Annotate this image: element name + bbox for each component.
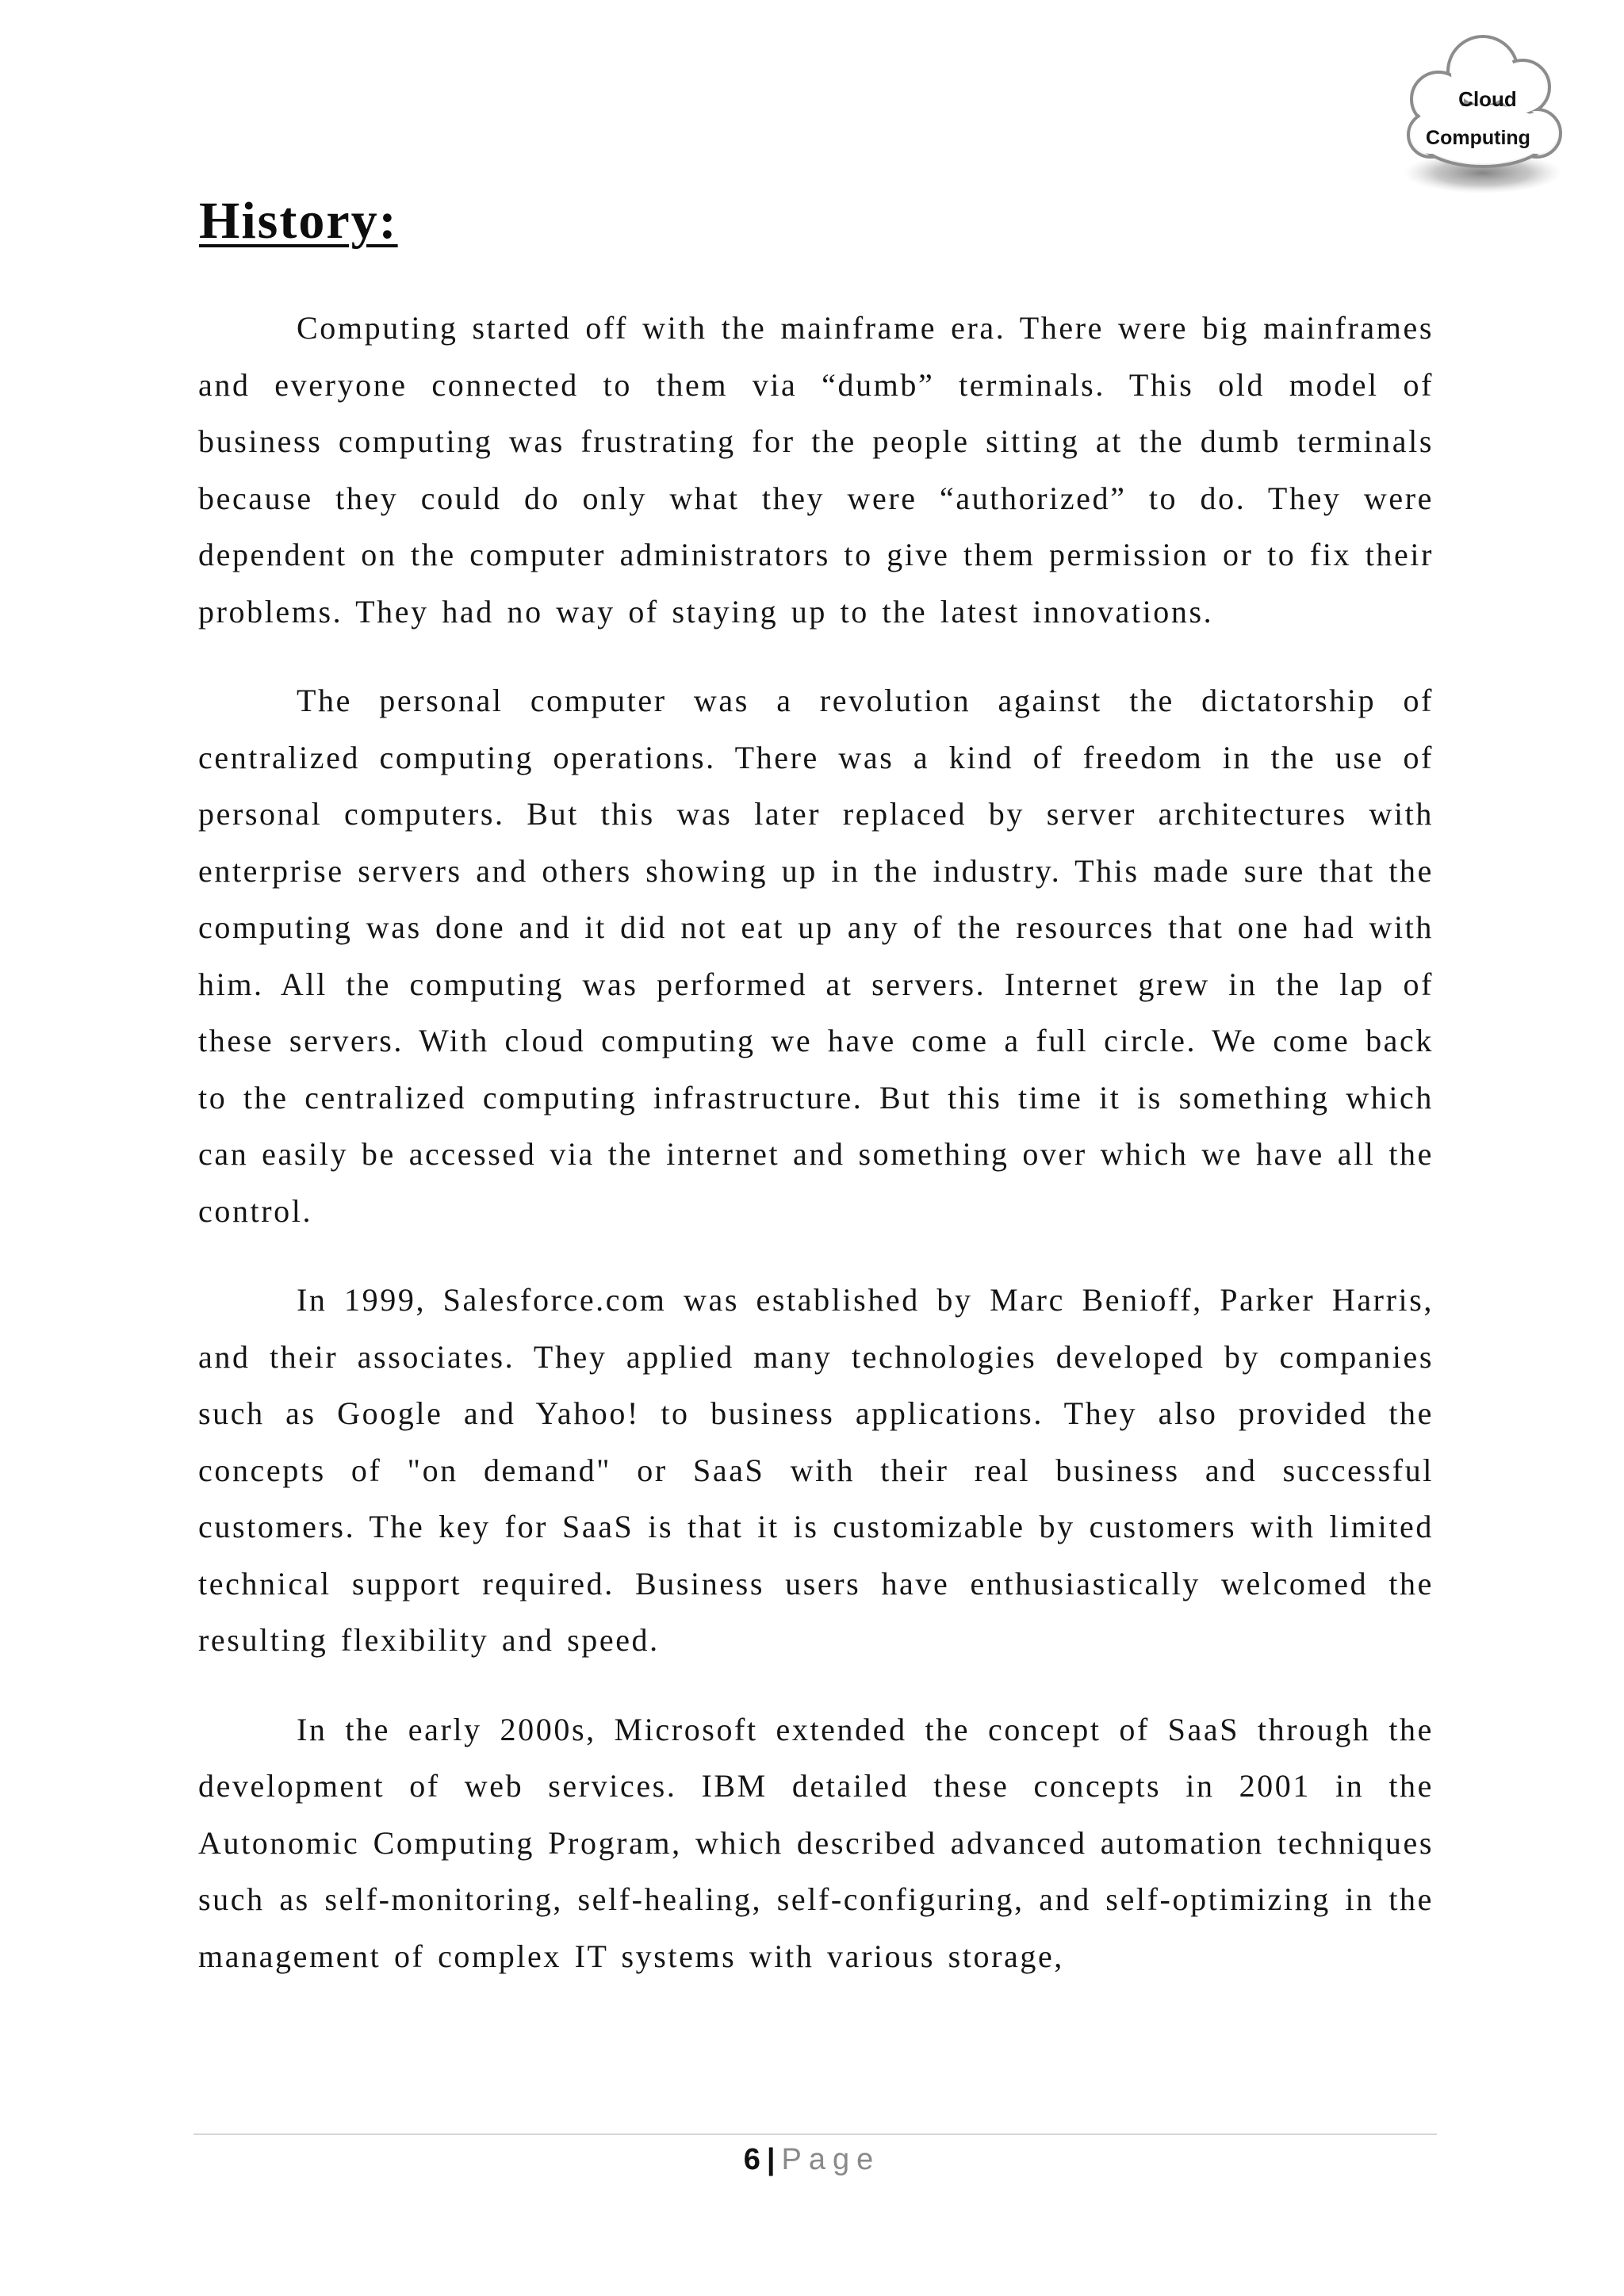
page-number: 6 <box>743 2143 760 2176</box>
cloud-computing-logo <box>1389 24 1580 206</box>
paragraph-personal-computer: The personal computer was a revolution against the dictatorship of centralized computing operations. There was a kind of freedom in the use of personal computers. But this was later replaced by server architectures with enterprise servers and others showing up in the industry. This made sure that the computing was done and it did not eat up any of the resources that one had with him. All the computing was performed at servers. Internet grew in the lap of these servers. With cloud computing we have come a full circle. We come back to the centralized computing infrastructure. But this time it is something which can easily be accessed via the internet and something over which we have all the control. <box>198 683 1434 1229</box>
cloud-icon <box>1389 24 1580 206</box>
body-text <box>198 300 1434 2017</box>
paragraph-salesforce: In 1999, Salesforce.com was established by Marc Benioff, Parker Harris, and their associates. They applied many technologies developed by companies such as Google and Yahoo! to business applications. They also provided the concepts of "on demand" or SaaS with their real business and successful customers. The key for SaaS is that it is customizable by customers with limited technical support required. Business users have enthusiastically welcomed the resulting flexibility and speed. <box>198 1282 1434 1658</box>
page-footer <box>0 2137 1624 2182</box>
footer-separator: | <box>766 2143 776 2176</box>
page-label: Page <box>781 2143 881 2176</box>
footer-divider <box>193 2133 1437 2135</box>
logo-line-1: Cloud <box>1458 87 1517 111</box>
paragraph-microsoft-ibm: In the early 2000s, Microsoft extended the concept of SaaS through the development of web services. IBM detailed these concepts in 2001 in the Autonomic Computing Program, which described advanced automation techniques such as self-monitoring, self-healing, self-configuring, and self-optimizing in the management of complex IT systems with various storage, <box>198 1711 1434 1974</box>
logo-line-2: Computing <box>1426 127 1530 149</box>
section-heading: History: <box>199 192 398 250</box>
paragraph-mainframe-era: Computing started off with the mainframe era. There were big mainframes and everyone connected to them via “dumb” terminals. This old model of business computing was frustrating for the people sitting at the dumb terminals because they could do only what they were “authorized” to do. They were dependent on the computer administrators to give them permission or to fix their problems. They had no way of staying up to the latest innovations. <box>198 310 1434 629</box>
